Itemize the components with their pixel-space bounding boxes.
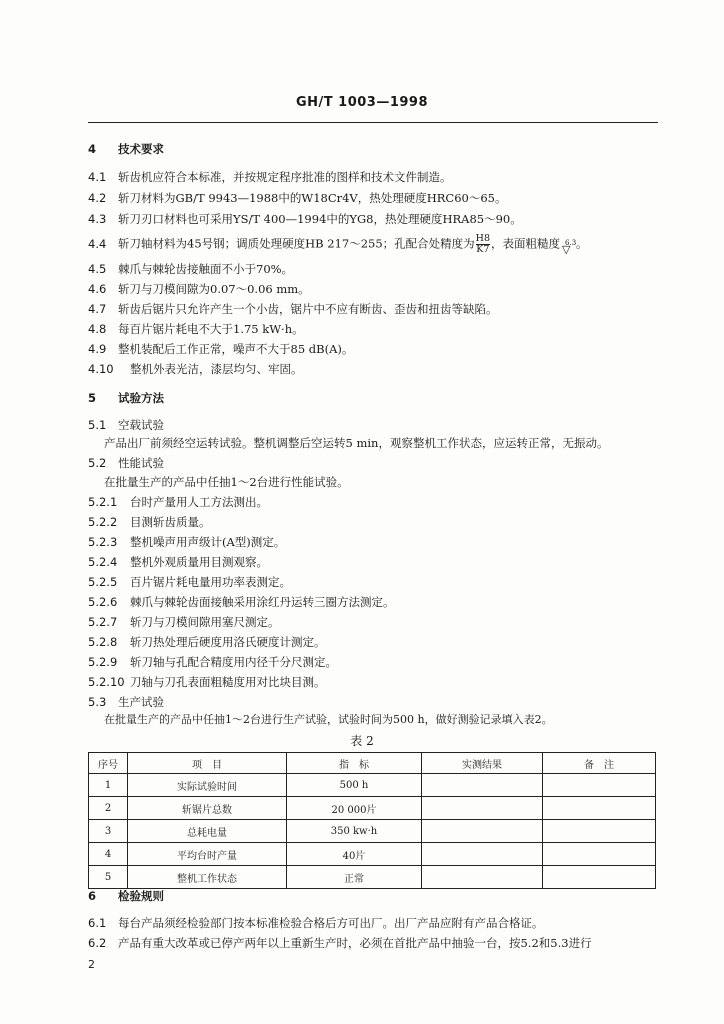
clause-6-1: 6.1 每台产品须经检验部门按本标准检验合格后方可出厂。出厂产品应附有产品合格证。: [88, 916, 544, 930]
col-header-no: 序号: [89, 753, 128, 774]
table-header-row: [89, 753, 656, 774]
clause-4-3: 4.3 斩刀刃口材料也可采用YS/T 400—1994中的YG8，热处理硬度HRA85～90。: [88, 212, 522, 226]
clause-5-2-4: 5.2.4 整机外观质量用目测观察。: [88, 555, 268, 569]
clause-6-2: 6.2 产品有重大改革或已停产两年以上重新生产时，必须在首批产品中抽验一台，按5.2和5.3进行: [88, 936, 592, 950]
section-4-heading: 4 技术要求: [88, 142, 164, 156]
col-header-spec: 指 标: [287, 753, 422, 774]
clause-5-1: 5.1 空载试验: [88, 418, 164, 432]
roughness-symbol: 6.3 ▽: [562, 238, 577, 256]
clause-4-7: 4.7 斩齿后锯片只允许产生一个小齿，锯片中不应有断齿、歪齿和扭齿等缺陷。: [88, 302, 498, 316]
page-number: 2: [88, 958, 95, 971]
page-header: GH/T 1003—1998: [295, 95, 429, 110]
col-header-result: 实测结果: [422, 753, 543, 774]
clause-5-2-5: 5.2.5 百片锯片耗电量用功率表测定。: [88, 575, 291, 589]
clause-5-2-body: 在批量生产的产品中任抽1～2台进行性能试验。: [104, 475, 349, 489]
table-row: 2 斩锯片总数 20 000片: [89, 797, 656, 820]
clause-4-10: 4.10 整机外表光洁，漆层均匀、牢固。: [88, 362, 303, 376]
clause-5-2-8: 5.2.8 斩刀热处理后硬度用洛氏硬度计测定。: [88, 635, 326, 649]
header-rule: [88, 122, 658, 123]
clause-5-2-6: 5.2.6 棘爪与棘轮齿面接触采用涂红丹运转三圈方法测定。: [88, 595, 395, 609]
section-6-heading: 6 检验规则: [88, 889, 164, 903]
clause-4-4: 4.4 斩刀轴材料为45号钢；调质处理硬度HB 217～255；孔配合处精度为 $\frac{H8}{K7}$ ，表面粗糙度 6.3 ▽ 。: [88, 233, 588, 256]
clause-4-8: 4.8 每百片锯片耗电不大于1.75 kW·h。: [88, 322, 304, 336]
clause-4-1: 4.1 斩齿机应符合本标准，并按规定程序批准的图样和技术文件制造。: [88, 170, 452, 184]
clause-4-2: 4.2 斩刀材料为GB/T 9943—1988中的W18Cr4V，热处理硬度HRC60～65。: [88, 191, 507, 205]
table-row: 5 整机工作状态 正常: [89, 866, 656, 889]
clause-4-5: 4.5 棘爪与棘轮齿接触面不小于70%。: [88, 262, 294, 276]
clause-5-2: 5.2 性能试验: [88, 456, 164, 470]
table-2: [88, 752, 656, 889]
clause-5-3: 5.3 生产试验: [88, 695, 164, 709]
clause-4-6: 4.6 斩刀与刀模间隙为0.07～0.06 mm。: [88, 282, 310, 296]
clause-5-2-3: 5.2.3 整机噪声用声级计(A型)测定。: [88, 535, 286, 549]
table-caption: 表 2: [350, 734, 374, 748]
clause-5-2-2: 5.2.2 目测斩齿质量。: [88, 515, 211, 529]
clause-5-2-9: 5.2.9 斩刀轴与孔配合精度用内径千分尺测定。: [88, 655, 337, 669]
clause-4-9: 4.9 整机装配后工作正常，噪声不大于85 dB(A)。: [88, 342, 354, 356]
table-row: 1 实际试验时间 500 h: [89, 774, 656, 797]
fit-tolerance-fraction: $\frac{H8}{K7}$: [475, 233, 491, 255]
clause-5-2-7: 5.2.7 斩刀与刀模间隙用塞尺测定。: [88, 615, 280, 629]
table-row: 3 总耗电量 350 kw·h: [89, 820, 656, 843]
clause-5-2-1: 5.2.1 台时产量用人工方法测出。: [88, 495, 268, 509]
col-header-item: 项 目: [128, 753, 287, 774]
table-row: 4 平均台时产量 40片: [89, 843, 656, 866]
clause-5-1-body: 产品出厂前须经空运转试验。整机调整后空运转5 min，观察整机工作状态，应运转正常，无振动。: [104, 436, 609, 450]
clause-5-3-body: 在批量生产的产品中任抽1～2台进行生产试验，试验时间为500 h，做好测验记录填入表2。: [104, 713, 553, 726]
col-header-remark: 备 注: [543, 753, 656, 774]
section-5-heading: 5 试验方法: [88, 391, 164, 405]
clause-5-2-10: 5.2.10 刀轴与刀孔表面粗糙度用对比块目测。: [88, 675, 326, 689]
